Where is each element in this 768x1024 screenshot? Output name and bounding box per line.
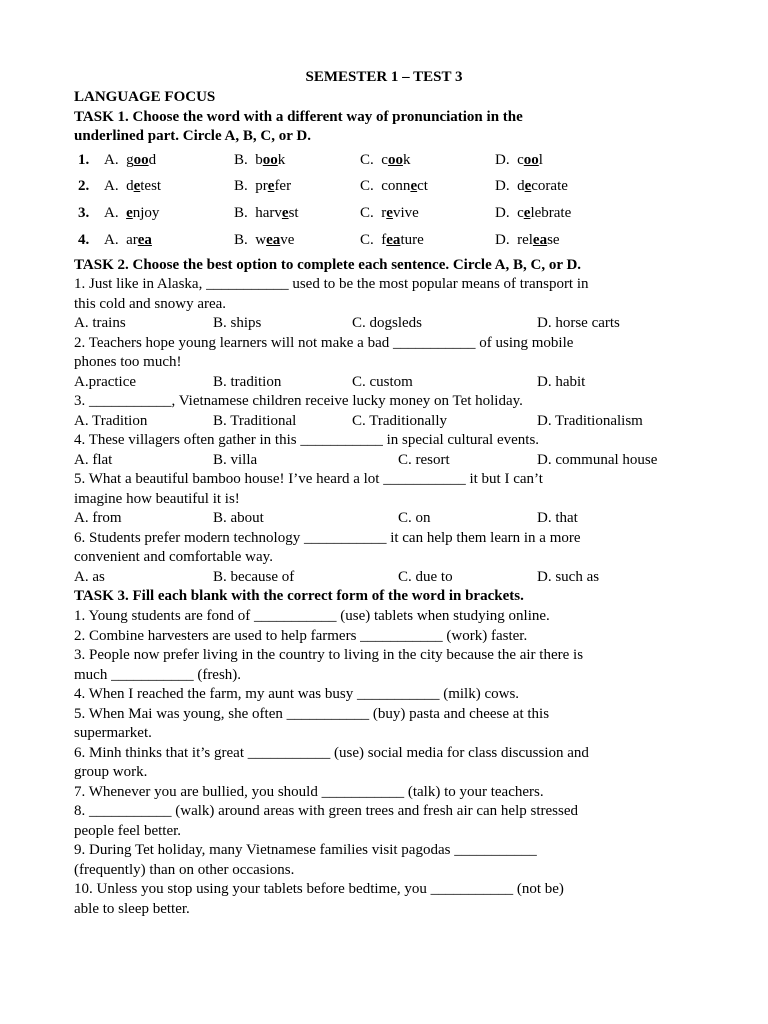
underlined-part: oo (523, 152, 539, 168)
task2-q6-line1: 6. Students prefer modern technology ___________ it can help them learn in a more (74, 529, 581, 546)
word-prefix: pr (255, 178, 268, 194)
option-b[interactable]: B. villa (213, 451, 258, 468)
word-suffix: st (288, 205, 299, 221)
word-prefix: d (126, 178, 134, 194)
word-prefix: harv (255, 205, 282, 221)
word-suffix: ct (417, 178, 428, 194)
option-b[interactable]: B. Traditional (213, 412, 297, 429)
option-letter: D. (495, 232, 510, 248)
question-number: 4. (78, 232, 90, 248)
option-a[interactable]: A. from (74, 510, 122, 526)
word-suffix: test (140, 178, 162, 194)
word-suffix: corate (531, 178, 568, 194)
option-b[interactable] (234, 231, 294, 251)
word-suffix: vive (392, 205, 419, 221)
task3-heading: TASK 3. Fill each blank with the correct form of the word in brackets. (74, 588, 524, 604)
option-a[interactable] (104, 204, 159, 224)
option-letter: B. (234, 152, 248, 168)
word-prefix: w (255, 232, 267, 248)
underlined-part: e (267, 178, 275, 194)
word-prefix: conn (381, 178, 411, 194)
task2-block (74, 275, 704, 587)
word-suffix: se (547, 232, 560, 248)
option-d[interactable]: D. horse carts (537, 315, 620, 331)
task2-q2-line1: 2. Teachers hope young learners will not make a bad ___________ of using mobile (74, 334, 574, 351)
word-suffix: ture (400, 232, 424, 248)
option-c[interactable]: C. custom (352, 373, 413, 390)
underlined-part: ea (532, 232, 548, 248)
task3-line: supermarket. (74, 725, 152, 741)
option-b[interactable]: B. tradition (213, 373, 282, 390)
underlined-part: oo (133, 152, 149, 168)
task3-line: much ___________ (fresh). (74, 666, 242, 683)
option-letter: A. (104, 178, 119, 194)
option-d[interactable] (495, 177, 568, 197)
word-suffix: k (402, 152, 411, 168)
underlined-part: e (126, 205, 133, 221)
option-letter: C. (360, 205, 374, 221)
task3-line: people feel better. (74, 822, 182, 839)
task2-q5-options (74, 509, 704, 529)
word-prefix: g (126, 152, 134, 168)
task3-question-list (74, 607, 704, 919)
task1-question-row (74, 177, 694, 197)
option-a[interactable]: A. trains (74, 315, 126, 331)
option-b[interactable]: B. ships (213, 315, 262, 331)
question-number: 2. (78, 178, 90, 194)
task3-line: 10. Unless you stop using your tablets before bedtime, you ___________ (not be) (74, 881, 564, 897)
underlined-part: ea (386, 232, 401, 248)
option-d[interactable]: D. that (537, 510, 578, 526)
option-b[interactable] (234, 204, 299, 224)
task3-line: 7. Whenever you are bullied, you should ___________ (talk) to your teachers. (74, 783, 544, 800)
option-a[interactable] (104, 231, 152, 251)
option-letter: A. (104, 152, 119, 168)
option-letter: A. (104, 232, 119, 248)
option-c[interactable]: C. resort (398, 451, 450, 468)
word-suffix: fer (274, 178, 292, 194)
option-a[interactable] (104, 177, 161, 197)
option-c[interactable]: C. dogsleds (352, 315, 423, 331)
section-heading: LANGUAGE FOCUS (74, 89, 216, 105)
option-d[interactable]: D. habit (537, 373, 586, 390)
option-letter: B. (234, 205, 248, 221)
task1-heading-line2: underlined part. Circle A, B, C, or D. (74, 128, 311, 144)
task3-line: 8. ___________ (walk) around areas with green trees and fresh air can help stressed (74, 803, 578, 819)
option-a[interactable]: A.practice (74, 373, 137, 390)
task2-q3-line1: 3. ___________, Vietnamese children receive lucky money on Tet holiday. (74, 393, 523, 409)
option-c[interactable]: C. on (398, 510, 431, 526)
task2-q6-options (74, 568, 704, 588)
word-prefix: b (255, 152, 263, 168)
word-prefix: f (381, 232, 387, 248)
question-number: 3. (78, 205, 90, 221)
option-letter: D. (495, 152, 510, 168)
option-letter: C. (360, 152, 374, 168)
underlined-part: oo (262, 152, 278, 168)
word-prefix: c (381, 152, 388, 168)
task2-q3-options (74, 412, 704, 432)
underlined-part: ea (266, 232, 281, 248)
word-prefix: rel (517, 232, 533, 248)
underlined-part: e (133, 178, 141, 194)
word-suffix: njoy (132, 205, 160, 221)
task2-q4-line1: 4. These villagers often gather in this ___________ in special cultural events. (74, 432, 540, 448)
task2-q1-line1: 1. Just like in Alaska, ___________ used to be the most popular means of transport in (74, 276, 589, 292)
underlined-part: e (386, 205, 393, 221)
task1-question-row (74, 231, 694, 251)
option-b[interactable]: B. because of (213, 568, 295, 585)
task3-line: 1. Young students are fond of ___________ (use) tablets when studying online. (74, 608, 550, 624)
word-prefix: d (517, 178, 525, 194)
underlined-part: ea (137, 232, 152, 248)
option-letter: B. (234, 232, 248, 248)
option-c[interactable]: C. Traditionally (352, 412, 448, 429)
question-number: 1. (78, 152, 90, 168)
option-d[interactable]: D. Traditionalism (537, 412, 643, 429)
underlined-part: e (523, 205, 531, 221)
option-a[interactable]: A. Tradition (74, 412, 148, 429)
task3-line: 5. When Mai was young, she often ___________ (buy) pasta and cheese at this (74, 705, 550, 722)
task2-heading: TASK 2. Choose the best option to complete each sentence. Circle A, B, C, or D. (74, 257, 582, 273)
option-a[interactable] (104, 151, 156, 171)
task2-q6-line2: convenient and comfortable way. (74, 549, 273, 565)
option-d[interactable] (495, 151, 543, 171)
word-suffix: lebrate (530, 205, 572, 221)
option-letter: B. (234, 178, 248, 194)
word-suffix: l (538, 152, 543, 168)
task3-line: group work. (74, 764, 148, 780)
option-c[interactable] (360, 151, 410, 171)
option-d[interactable] (495, 204, 571, 224)
option-b[interactable] (234, 177, 291, 197)
option-letter: C. (360, 178, 374, 194)
task3-line: 9. During Tet holiday, many Vietnamese families visit pagodas ___________ (74, 842, 537, 858)
task2-q5-line2: imagine how beautiful it is! (74, 490, 240, 507)
option-letter: A. (104, 205, 119, 221)
option-b[interactable]: B. about (213, 510, 264, 526)
option-b[interactable] (234, 151, 285, 171)
task2-q2-options (74, 373, 704, 393)
option-letter: C. (360, 232, 374, 248)
word-prefix: r (381, 205, 387, 221)
word-suffix: ve (280, 232, 295, 248)
option-d[interactable] (495, 231, 560, 251)
option-c[interactable] (360, 177, 428, 197)
task1-question-row (74, 204, 694, 224)
task2-q1-options (74, 314, 704, 334)
task3-line: (frequently) than on other occasions. (74, 861, 295, 878)
task2-q5-line1: 5. What a beautiful bamboo house! I’ve heard a lot ___________ it but I can’t (74, 471, 543, 487)
underlined-part: e (524, 178, 532, 194)
option-letter: D. (495, 178, 510, 194)
word-prefix: ar (126, 232, 138, 248)
underlined-part: e (281, 205, 289, 221)
word-prefix: c (517, 205, 524, 221)
option-c[interactable]: C. due to (398, 568, 453, 585)
underlined-part: e (410, 178, 418, 194)
option-c[interactable] (360, 231, 424, 251)
option-a[interactable]: A. as (74, 568, 105, 585)
task3-line: 2. Combine harvesters are used to help farmers ___________ (work) faster. (74, 627, 528, 644)
option-d[interactable]: D. communal house (537, 451, 658, 468)
task3-line: 4. When I reached the farm, my aunt was busy ___________ (milk) cows. (74, 686, 520, 702)
task2-q2-line2: phones too much! (74, 354, 182, 370)
word-prefix: c (517, 152, 524, 168)
option-d[interactable]: D. such as (537, 568, 600, 585)
task1-heading-line1: TASK 1. Choose the word with a different way of pronunciation in the (74, 109, 523, 125)
task3-line: 3. People now prefer living in the country to living in the city because the air there is (74, 647, 584, 663)
underlined-part: oo (387, 152, 403, 168)
page-title: SEMESTER 1 – TEST 3 (305, 69, 463, 85)
word-suffix: d (148, 152, 157, 168)
task2-q1-line2: this cold and snowy area. (74, 295, 227, 312)
task3-line: able to sleep better. (74, 900, 190, 917)
task3-line: 6. Minh thinks that it’s great ___________ (use) social media for class discussion and (74, 744, 589, 761)
word-suffix: k (277, 152, 286, 168)
option-letter: D. (495, 205, 510, 221)
option-a[interactable]: A. flat (74, 451, 113, 468)
task2-q4-options (74, 451, 704, 471)
task1-question-row (74, 151, 694, 171)
option-c[interactable] (360, 204, 419, 224)
